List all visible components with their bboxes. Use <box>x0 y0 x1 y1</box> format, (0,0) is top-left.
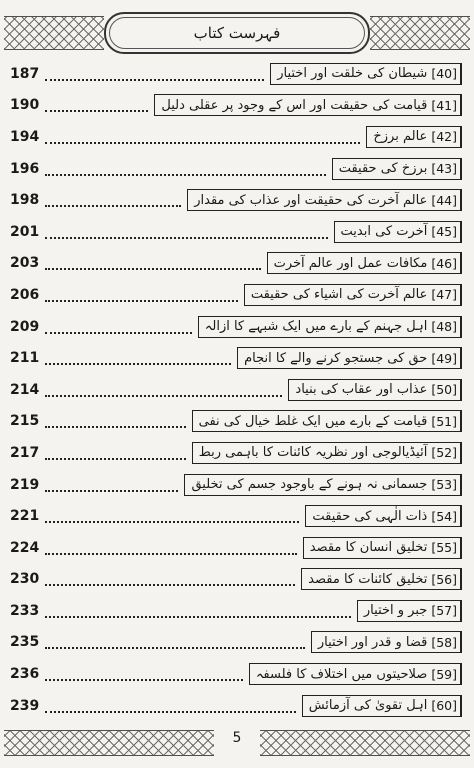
toc-page-number: 201 <box>10 223 40 240</box>
page-title: فہرست کتاب <box>193 24 281 42</box>
toc-entry-box <box>332 158 462 180</box>
toc-page-number: 198 <box>10 192 40 209</box>
toc-row <box>10 564 462 596</box>
toc-entry-number: [46] <box>431 255 457 271</box>
toc-row <box>10 500 462 532</box>
toc-page-number: 203 <box>10 255 40 272</box>
toc-entry-box <box>366 126 462 148</box>
toc-entry-box <box>198 316 462 338</box>
toc-entry-title: آئیڈیالوجی اور نظریہ کائنات کا باہمی ربط <box>198 445 428 461</box>
toc-row <box>10 58 462 90</box>
toc-entry-title: ذات الٰہی کی حقیقت <box>312 508 428 524</box>
toc-entry-box <box>237 347 462 369</box>
dot-leader <box>45 478 178 492</box>
toc-entry-number: [55] <box>431 540 457 556</box>
toc-entry-title: اہل جہنم کے بارے میں ایک شبہے کا ازالہ <box>204 319 428 335</box>
toc-entry-box <box>334 221 462 243</box>
dot-leader <box>45 635 305 649</box>
toc-entry-number: [51] <box>431 413 457 429</box>
toc-entry-number: [48] <box>431 319 457 335</box>
toc-entry-title: جبر و اختیار <box>363 603 428 619</box>
toc-row <box>10 374 462 406</box>
toc-entry-number: [42] <box>431 129 457 145</box>
toc-row <box>10 121 462 153</box>
toc-entry-title: تخلیق کائنات کا مقصد <box>308 571 428 587</box>
toc-row <box>10 437 462 469</box>
dot-leader <box>45 667 243 681</box>
toc-entry-number: [57] <box>431 603 457 619</box>
toc-entry-title: شیطان کی خلقت اور اختیار <box>277 66 428 82</box>
decorative-border-footer-left <box>4 730 214 756</box>
toc-entry-title: قیامت کے بارے میں ایک غلط خیال کی نفی <box>198 413 428 429</box>
toc-page-number: 206 <box>10 286 40 303</box>
toc-page-number: 214 <box>10 381 40 398</box>
toc-page-number: 233 <box>10 602 40 619</box>
toc-page-number: 215 <box>10 413 40 430</box>
toc-entry-box <box>244 284 462 306</box>
decorative-border-right <box>370 16 470 50</box>
toc-row <box>10 595 462 627</box>
toc-entry-title: آخرت کی ابدیت <box>340 224 428 240</box>
toc-entry-title: برزخ کی حقیقت <box>338 161 428 177</box>
toc-entry-number: [54] <box>431 508 457 524</box>
toc-entry-box <box>301 568 462 590</box>
toc-page-number: 224 <box>10 539 40 556</box>
toc-entry-number: [49] <box>431 350 457 366</box>
page-header <box>4 6 470 58</box>
toc-row <box>10 90 462 122</box>
toc-entry-title: حق کی جستجو کرنے والے کا انجام <box>244 350 428 366</box>
toc-page-number: 219 <box>10 476 40 493</box>
toc-entry-title: عالم آخرت کی اشیاء کی حقیقت <box>250 287 428 303</box>
table-of-contents <box>10 58 462 721</box>
toc-entry-box <box>303 537 462 559</box>
toc-entry-box <box>357 600 462 622</box>
toc-entry-number: [60] <box>431 698 457 714</box>
toc-entry-box <box>288 379 462 401</box>
toc-entry-box <box>192 410 462 432</box>
toc-entry-title: قضا و قدر اور اختیار <box>317 634 428 650</box>
toc-entry-number: [59] <box>431 666 457 682</box>
toc-entry-box <box>187 189 462 211</box>
toc-entry-number: [44] <box>431 192 457 208</box>
toc-page-number: 235 <box>10 634 40 651</box>
dot-leader <box>45 67 264 81</box>
title-cartouche <box>104 12 370 54</box>
dot-leader <box>45 509 299 523</box>
toc-entry-title: عالم آخرت کی حقیقت اور عذاب کی مقدار <box>194 192 428 208</box>
toc-entry-box <box>311 631 462 653</box>
dot-leader <box>45 193 181 207</box>
toc-entry-number: [52] <box>431 445 457 461</box>
dot-leader <box>45 225 327 239</box>
toc-entry-box <box>305 505 462 527</box>
toc-entry-title: جسمانی نہ ہونے کے باوجود جسم کی تخلیق <box>191 477 428 493</box>
toc-entry-title: تخلیق انسان کا مقصد <box>309 540 428 556</box>
dot-leader <box>45 130 360 144</box>
toc-entry-number: [56] <box>431 571 457 587</box>
toc-page-number: 211 <box>10 350 40 367</box>
dot-leader <box>45 256 260 270</box>
toc-row <box>10 153 462 185</box>
toc-row <box>10 184 462 216</box>
dot-leader <box>45 604 351 618</box>
dot-leader <box>45 98 148 112</box>
decorative-border-footer-right <box>260 730 470 756</box>
toc-entry-title: مکافات عمل اور عالم آخرت <box>273 255 428 271</box>
toc-entry-title: عذاب اور عقاب کی بنیاد <box>295 382 428 398</box>
toc-row <box>10 627 462 659</box>
toc-entry-box <box>184 474 462 496</box>
toc-row <box>10 216 462 248</box>
dot-leader <box>45 383 282 397</box>
toc-entry-number: [45] <box>431 224 457 240</box>
toc-page-number: 187 <box>10 65 40 82</box>
toc-entry-box <box>302 695 462 717</box>
toc-entry-number: [43] <box>431 161 457 177</box>
toc-entry-box <box>249 663 462 685</box>
toc-page-number: 194 <box>10 128 40 145</box>
toc-page-number: 230 <box>10 571 40 588</box>
toc-entry-title: عالم برزخ <box>373 129 428 145</box>
toc-entry-number: [58] <box>431 634 457 650</box>
toc-row <box>10 469 462 501</box>
toc-row <box>10 690 462 722</box>
toc-page-number: 221 <box>10 508 40 525</box>
toc-row <box>10 311 462 343</box>
toc-row <box>10 342 462 374</box>
toc-entry-number: [41] <box>431 97 457 113</box>
page-number: 5 <box>232 730 242 746</box>
toc-row <box>10 406 462 438</box>
toc-entry-number: [40] <box>431 66 457 82</box>
toc-entry-title: قیامت کی حقیقت اور اس کے وجود پر عقلی دلیل <box>161 97 428 113</box>
toc-entry-title: اہل تقویٰ کی آزمائش <box>308 698 428 714</box>
dot-leader <box>45 320 192 334</box>
dot-leader <box>45 288 238 302</box>
dot-leader <box>45 446 186 460</box>
toc-page-number: 190 <box>10 97 40 114</box>
dot-leader <box>45 541 296 555</box>
dot-leader <box>45 572 295 586</box>
dot-leader <box>45 414 185 428</box>
decorative-border-left <box>4 16 104 50</box>
toc-page-number: 239 <box>10 697 40 714</box>
dot-leader <box>45 351 231 365</box>
toc-entry-box <box>270 63 462 85</box>
toc-entry-box <box>154 94 462 116</box>
toc-page-number: 196 <box>10 160 40 177</box>
toc-row <box>10 248 462 280</box>
toc-entry-title: صلاحیتوں میں اختلاف کا فلسفہ <box>255 666 428 682</box>
page-footer <box>4 722 470 762</box>
toc-row <box>10 658 462 690</box>
toc-row <box>10 279 462 311</box>
toc-entry-number: [47] <box>431 287 457 303</box>
toc-page-number: 217 <box>10 444 40 461</box>
toc-row <box>10 532 462 564</box>
toc-page-number: 236 <box>10 666 40 683</box>
toc-entry-number: [50] <box>431 382 457 398</box>
toc-page-number: 209 <box>10 318 40 335</box>
toc-entry-number: [53] <box>431 477 457 493</box>
dot-leader <box>45 699 296 713</box>
toc-entry-box <box>267 252 462 274</box>
toc-entry-box <box>192 442 462 464</box>
dot-leader <box>45 162 325 176</box>
